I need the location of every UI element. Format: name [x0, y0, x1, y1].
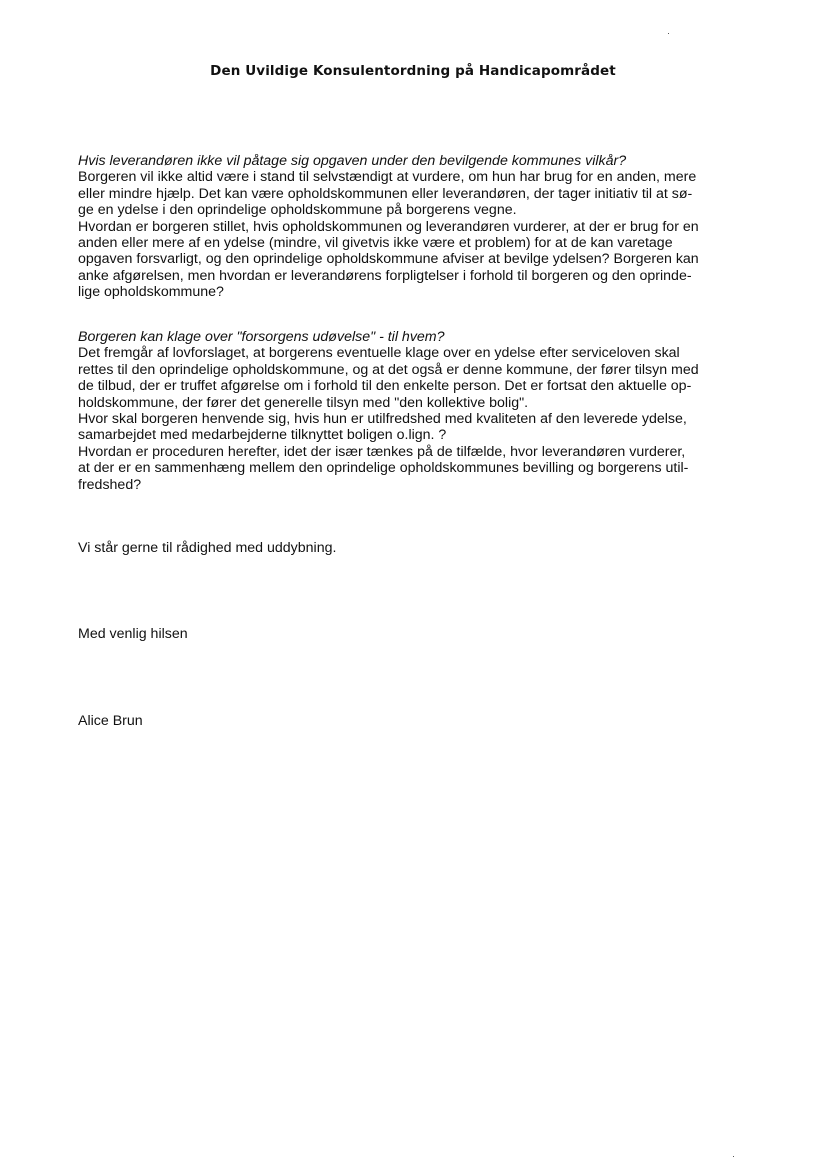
- paragraph-line: holdskommune, der fører det generelle tilsyn med "den kollektive bolig".: [78, 394, 529, 411]
- paragraph-line: eller mindre hjælp. Det kan være opholdskommunen eller leverandøren, der tager initiativ til at sø-: [78, 185, 693, 202]
- document-title: Den Uvildige Konsulentordning på Handicapområdet: [210, 63, 616, 79]
- paragraph-line: anke afgørelsen, men hvordan er leverandørens forpligtelser i forhold til borgeren og den oprinde-: [78, 267, 692, 284]
- section-heading: Hvis leverandøren ikke vil påtage sig opgaven under den bevilgende kommunes vilkår?: [78, 153, 627, 169]
- paragraph-line: opgaven forsvarligt, og den oprindelige opholdskommune afviser at bevilge ydelsen? Borgeren kan: [78, 251, 699, 268]
- paragraph-line: Borgeren vil ikke altid være i stand til selvstændigt at vurdere, om hun har brug for en anden, mere: [78, 169, 697, 186]
- section-leverandoer: [78, 153, 758, 301]
- paragraph-line: anden eller mere af en ydelse (mindre, vil givetvis ikke være et problem) for at de kan varetage: [78, 235, 673, 252]
- paragraph-line: rettes til den oprindelige opholdskommune, og at det også er denne kommune, der fører tilsyn med: [78, 361, 699, 378]
- closing-greeting: Med venlig hilsen: [78, 626, 188, 642]
- paragraph-line: Hvordan er borgeren stillet, hvis opholdskommunen og leverandøren vurderer, at der er brug for en: [78, 218, 699, 235]
- paragraph-line: at der er en sammenhæng mellem den oprindelige opholdskommunes bevilling og borgerens util-: [78, 460, 689, 477]
- paragraph-line: fredshed?: [78, 476, 142, 493]
- scan-speck: [733, 1156, 734, 1157]
- scan-speck: [668, 33, 669, 34]
- paragraph-line: Det fremgår af lovforslaget, at borgerens eventuelle klage over en ydelse efter serviceloven skal: [78, 345, 680, 362]
- paragraph-line: Hvordan er proceduren herefter, idet der især tænkes på de tilfælde, hvor leverandøren vurderer,: [78, 443, 686, 460]
- paragraph-line: samarbejdet med medarbejderne tilknyttet boligen o.lign. ?: [78, 427, 447, 444]
- section-heading: Borgeren kan klage over "forsorgens udøvelse" - til hvem?: [78, 329, 445, 345]
- paragraph-line: ge en ydelse i den oprindelige opholdskommune på borgerens vegne.: [78, 202, 517, 219]
- signature-name: Alice Brun: [78, 713, 143, 729]
- paragraph-line: lige opholdskommune?: [78, 284, 224, 301]
- section-klage: [78, 329, 758, 493]
- paragraph-line: de tilbud, der er truffet afgørelse om i forhold til den enkelte person. Det er fortsat den aktuelle op-: [78, 378, 692, 395]
- closing-offer: Vi står gerne til rådighed med uddybning.: [78, 540, 337, 556]
- paragraph-line: Hvor skal borgeren henvende sig, hvis hun er utilfredshed med kvaliteten af den leverede ydelse,: [78, 411, 687, 428]
